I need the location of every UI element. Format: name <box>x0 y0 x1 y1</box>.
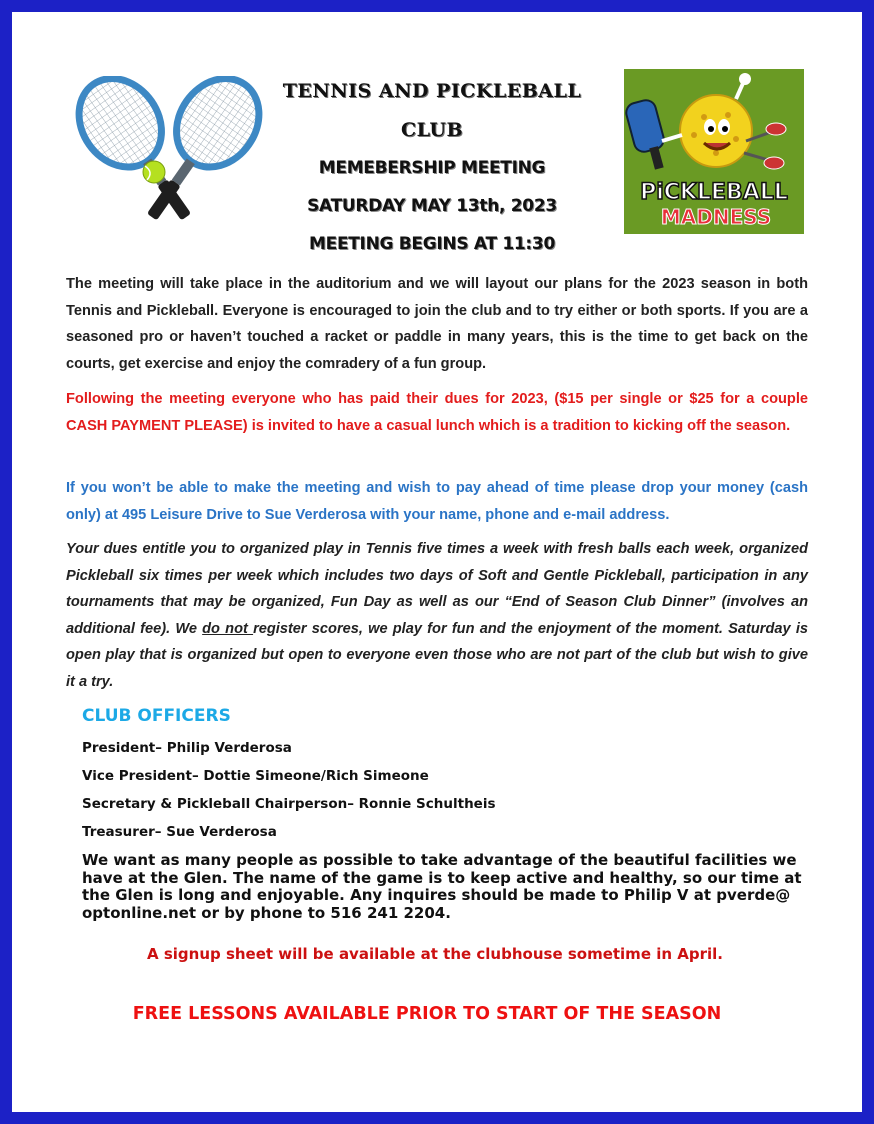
officer-treasurer: Treasurer– Sue Verderosa <box>82 824 277 840</box>
paragraph-lunch-info: Following the meeting everyone who has paid their dues for 2023, ($15 per single or $25 for a couple CASH PAYMENT PLEASE) is invited to have a casual lunch which is a tradition to kicking off the season. <box>66 391 808 434</box>
paragraph-meeting-info: The meeting will take place in the auditorium and we will layout our plans for the 2023 season in both Tennis and Pickleball. Everyone is encouraged to join the club and to try either or both sports. If you are a seasoned pro or haven’t touched a racket or paddle in many years, this is the time to get back on the courts, get exercise and enjoy the comradery of a fun group. <box>66 276 808 372</box>
officer-president: President– Philip Verderosa <box>82 740 292 756</box>
pickleball-character-icon <box>624 69 804 234</box>
meeting-time: MEETING BEGINS AT 11:30 <box>309 234 555 254</box>
signup-notice: A signup sheet will be available at the clubhouse sometime in April. <box>147 945 723 963</box>
pickleball-madness-logo <box>624 69 804 234</box>
title-line-1: TENNIS AND PICKLEBALL <box>282 80 582 102</box>
logo-text-bottom: MADNESS <box>660 205 772 229</box>
title-line-2: CLUB <box>400 119 464 141</box>
logo-text-top: PiCKLEBALL <box>640 180 788 205</box>
officers-title: CLUB OFFICERS <box>82 706 231 726</box>
dues-text-before: Your dues entitle you to organized play in Tennis five times a week with fresh balls each week, organized Pickleball six times per week which includes two days of Soft and Gentle Pickleball, participation in any tournaments that may be organized, Fun Day as well as our “End of Season Club Dinner” (involves an additional fee). We <box>66 541 808 637</box>
dues-text-underlined: do not <box>202 620 254 637</box>
tennis-rackets-icon <box>66 76 272 231</box>
dues-text-after: register scores, we play for fun and the enjoyment of the moment. Saturday is open play that is organized but open to everyone even those who are not part of the club but wish to give it a try. <box>66 620 808 690</box>
paragraph-dues <box>66 536 808 695</box>
free-lessons-notice: FREE LESSONS AVAILABLE PRIOR TO START OF THE SEASON <box>132 1004 722 1024</box>
paragraph-pay-ahead: If you won’t be able to make the meeting and wish to pay ahead of time please drop your money (cash only) at 495 Leisure Drive to Sue Verderosa with your name, phone and e-mail address. <box>66 480 808 523</box>
officer-vice-president: Vice President– Dottie Simeone/Rich Simeone <box>82 768 429 784</box>
meeting-date: SATURDAY MAY 13th, 2023 <box>307 196 557 216</box>
officer-secretary: Secretary & Pickleball Chairperson– Ronnie Schultheis <box>82 796 496 812</box>
subtitle: MEMEBERSHIP MEETING <box>318 158 546 178</box>
closing-paragraph: We want as many people as possible to take advantage of the beautiful facilities we have at the Glen. The name of the game is to keep active and healthy, so our time at the Glen is long and enjoyable. Any inquires should be made to Philip V at pverde@ optonline.net or by phone to 516 241 2204. <box>82 851 802 922</box>
